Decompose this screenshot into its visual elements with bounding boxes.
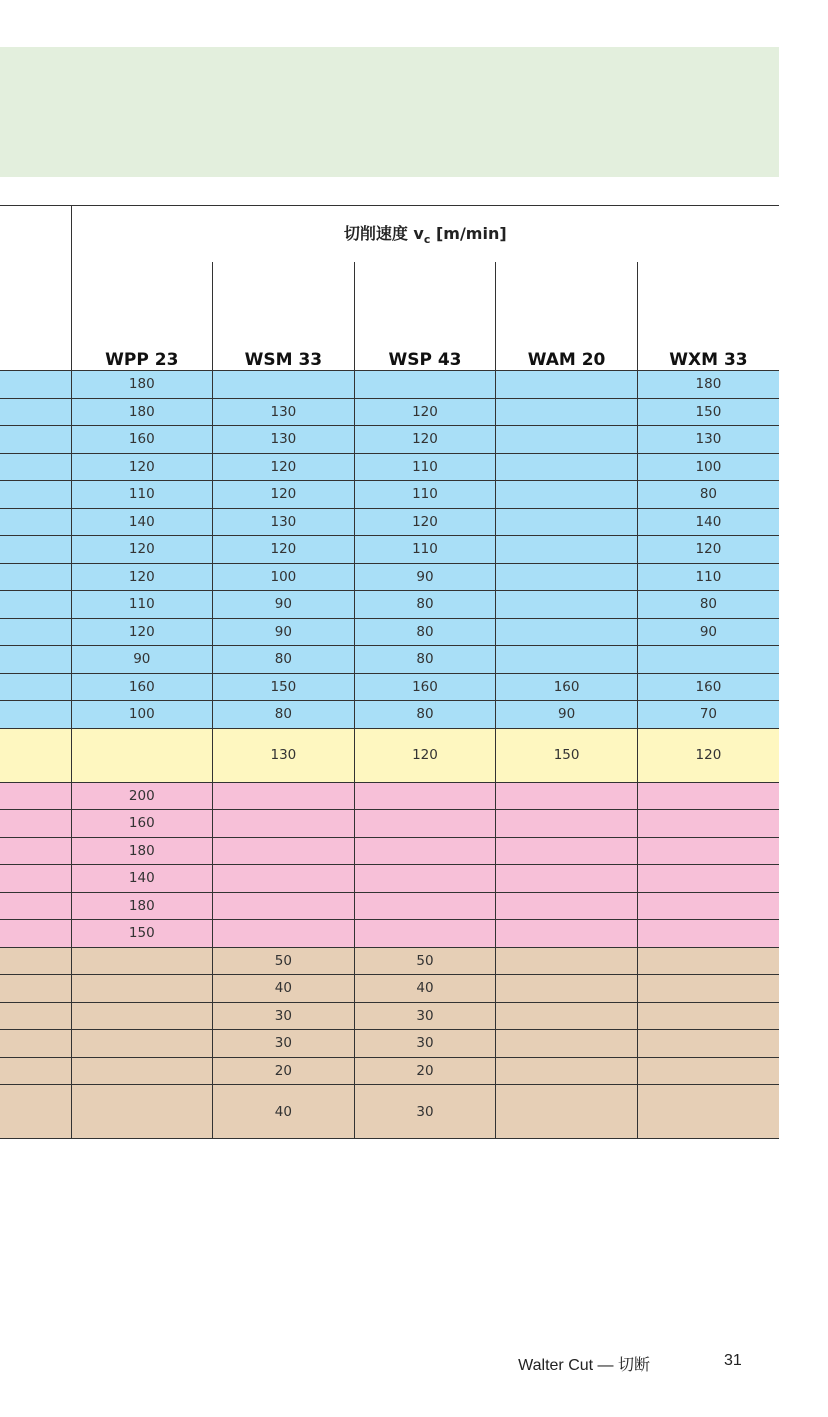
speed-cell [496, 481, 638, 509]
speed-cell: 90 [71, 646, 213, 674]
speed-cell [213, 865, 355, 893]
row-lead-cell [0, 865, 71, 893]
speed-cell: 140 [637, 508, 779, 536]
speed-cell [213, 782, 355, 810]
table-row [0, 837, 779, 865]
speed-cell [71, 1085, 213, 1139]
speed-cell [71, 947, 213, 975]
speed-cell [637, 810, 779, 838]
speed-cell [637, 920, 779, 948]
row-lead-cell [0, 728, 71, 782]
speed-cell [496, 1002, 638, 1030]
speed-cell [496, 426, 638, 454]
speed-cell: 120 [71, 536, 213, 564]
speed-cell: 80 [637, 481, 779, 509]
speed-cell: 20 [213, 1057, 355, 1085]
row-lead-cell [0, 618, 71, 646]
speed-cell: 40 [213, 1085, 355, 1139]
speed-cell: 90 [637, 618, 779, 646]
speed-cell: 30 [213, 1002, 355, 1030]
table-row [0, 1057, 779, 1085]
table-row [0, 508, 779, 536]
speed-cell [496, 920, 638, 948]
row-lead-cell [0, 508, 71, 536]
speed-cell: 110 [354, 481, 496, 509]
table-row [0, 728, 779, 782]
speed-cell [496, 1030, 638, 1058]
table-row [0, 536, 779, 564]
speed-cell: 110 [354, 453, 496, 481]
speed-cell: 120 [213, 536, 355, 564]
speed-cell: 150 [71, 920, 213, 948]
speed-cell: 120 [71, 563, 213, 591]
speed-cell: 110 [637, 563, 779, 591]
speed-cell: 200 [71, 782, 213, 810]
speed-cell: 130 [637, 426, 779, 454]
row-lead-cell [0, 453, 71, 481]
speed-cell: 30 [213, 1030, 355, 1058]
row-lead-cell [0, 810, 71, 838]
speed-cell [496, 975, 638, 1003]
speed-cell [354, 920, 496, 948]
title-unit: [m/min] [430, 224, 507, 244]
speed-cell [213, 371, 355, 399]
speed-cell: 150 [637, 398, 779, 426]
speed-cell [496, 646, 638, 674]
speed-cell: 80 [637, 591, 779, 619]
speed-cell [496, 618, 638, 646]
row-lead-cell [0, 646, 71, 674]
row-lead-cell [0, 701, 71, 729]
title-subscript: c [423, 233, 431, 247]
table-row [0, 892, 779, 920]
speed-cell [354, 837, 496, 865]
speed-cell [71, 1002, 213, 1030]
speed-cell: 160 [71, 426, 213, 454]
speed-cell: 160 [637, 673, 779, 701]
speed-cell [213, 837, 355, 865]
speed-cell: 120 [637, 728, 779, 782]
speed-cell [496, 810, 638, 838]
table-title-row [0, 206, 779, 263]
speed-cell: 90 [213, 618, 355, 646]
row-lead-cell [0, 481, 71, 509]
cutting-speed-table [0, 205, 779, 1139]
speed-cell: 50 [354, 947, 496, 975]
speed-cell [637, 1057, 779, 1085]
speed-cell: 30 [354, 1030, 496, 1058]
speed-cell [637, 947, 779, 975]
speed-cell [637, 865, 779, 893]
row-lead-cell [0, 892, 71, 920]
table-row [0, 920, 779, 948]
speed-cell: 100 [71, 701, 213, 729]
speed-cell [354, 371, 496, 399]
table-row [0, 1085, 779, 1139]
row-lead-cell [0, 398, 71, 426]
speed-cell [496, 398, 638, 426]
table-row [0, 975, 779, 1003]
row-lead-cell [0, 1002, 71, 1030]
blank-header-cell [0, 206, 71, 263]
grade-header-wpp23: WPP 23 [71, 262, 213, 371]
row-lead-cell [0, 563, 71, 591]
speed-cell [637, 1085, 779, 1139]
speed-cell [496, 947, 638, 975]
speed-cell: 160 [496, 673, 638, 701]
table-row [0, 398, 779, 426]
speed-cell: 130 [213, 398, 355, 426]
speed-cell: 90 [213, 591, 355, 619]
row-lead-cell [0, 837, 71, 865]
speed-cell: 50 [213, 947, 355, 975]
speed-cell: 120 [637, 536, 779, 564]
speed-cell [637, 1030, 779, 1058]
speed-cell: 70 [637, 701, 779, 729]
title-text: 切削速度 v [343, 224, 424, 244]
speed-cell [213, 810, 355, 838]
speed-cell: 120 [71, 453, 213, 481]
row-lead-cell [0, 920, 71, 948]
speed-cell: 100 [213, 563, 355, 591]
row-lead-cell [0, 947, 71, 975]
speed-cell: 90 [496, 701, 638, 729]
speed-cell [637, 646, 779, 674]
grade-header-wsm33: WSM 33 [213, 262, 355, 371]
speed-cell: 80 [354, 618, 496, 646]
speed-cell: 150 [496, 728, 638, 782]
table-row [0, 701, 779, 729]
row-lead-cell [0, 975, 71, 1003]
speed-cell: 110 [354, 536, 496, 564]
speed-cell: 20 [354, 1057, 496, 1085]
grade-header-wsp43: WSP 43 [354, 262, 496, 371]
table-row [0, 865, 779, 893]
speed-cell: 100 [637, 453, 779, 481]
speed-cell [637, 1002, 779, 1030]
speed-cell [71, 975, 213, 1003]
row-lead-cell [0, 1085, 71, 1139]
speed-cell: 80 [213, 646, 355, 674]
blank-grade-cell [0, 262, 71, 371]
speed-cell [496, 1085, 638, 1139]
row-lead-cell [0, 782, 71, 810]
page-footer [0, 1352, 800, 1376]
speed-cell: 160 [71, 673, 213, 701]
speed-cell: 130 [213, 728, 355, 782]
table-row [0, 563, 779, 591]
table-row [0, 618, 779, 646]
speed-cell [496, 563, 638, 591]
table-row [0, 591, 779, 619]
speed-cell: 130 [213, 508, 355, 536]
speed-cell: 120 [71, 618, 213, 646]
table-row [0, 481, 779, 509]
speed-cell: 110 [71, 481, 213, 509]
row-lead-cell [0, 1030, 71, 1058]
speed-cell: 80 [354, 701, 496, 729]
speed-cell: 160 [71, 810, 213, 838]
row-lead-cell [0, 591, 71, 619]
speed-cell: 80 [354, 591, 496, 619]
speed-cell: 80 [354, 646, 496, 674]
speed-cell: 130 [213, 426, 355, 454]
row-lead-cell [0, 673, 71, 701]
speed-cell [496, 508, 638, 536]
speed-cell [496, 1057, 638, 1085]
speed-cell: 120 [213, 453, 355, 481]
speed-cell: 140 [71, 508, 213, 536]
cutting-speed-title [71, 206, 779, 263]
speed-cell [496, 837, 638, 865]
speed-cell [496, 453, 638, 481]
grade-header-wxm33: WXM 33 [637, 262, 779, 371]
green-header-band [0, 47, 779, 177]
speed-cell [496, 865, 638, 893]
speed-cell: 180 [637, 371, 779, 399]
speed-cell [496, 371, 638, 399]
speed-cell [213, 920, 355, 948]
speed-cell: 120 [213, 481, 355, 509]
table-row [0, 646, 779, 674]
speed-cell: 120 [354, 728, 496, 782]
speed-cell [71, 1030, 213, 1058]
speed-cell: 120 [354, 426, 496, 454]
speed-cell [496, 536, 638, 564]
grade-header-wam20: WAM 20 [496, 262, 638, 371]
speed-cell [71, 728, 213, 782]
row-lead-cell [0, 371, 71, 399]
speed-cell: 90 [354, 563, 496, 591]
speed-cell [213, 892, 355, 920]
speed-cell: 40 [213, 975, 355, 1003]
speed-cell [637, 892, 779, 920]
speed-cell [637, 975, 779, 1003]
speed-cell [637, 837, 779, 865]
table-row [0, 1002, 779, 1030]
speed-cell [496, 892, 638, 920]
speed-cell: 180 [71, 892, 213, 920]
speed-cell: 180 [71, 837, 213, 865]
page-number: 31 [724, 1352, 742, 1369]
speed-cell [354, 892, 496, 920]
speed-cell [71, 1057, 213, 1085]
speed-cell: 180 [71, 371, 213, 399]
speed-cell: 110 [71, 591, 213, 619]
table-row [0, 453, 779, 481]
speed-cell: 120 [354, 398, 496, 426]
row-lead-cell [0, 1057, 71, 1085]
table-row [0, 673, 779, 701]
speed-cell [637, 782, 779, 810]
table-row [0, 1030, 779, 1058]
table-row [0, 782, 779, 810]
row-lead-cell [0, 426, 71, 454]
table-row [0, 371, 779, 399]
speed-cell [354, 810, 496, 838]
grade-header-row [0, 262, 779, 371]
speed-cell: 120 [354, 508, 496, 536]
speed-cell: 30 [354, 1085, 496, 1139]
speed-cell: 180 [71, 398, 213, 426]
speed-cell [354, 782, 496, 810]
row-lead-cell [0, 536, 71, 564]
speed-cell [496, 782, 638, 810]
speed-cell: 160 [354, 673, 496, 701]
speed-cell [496, 591, 638, 619]
speed-cell: 30 [354, 1002, 496, 1030]
speed-cell: 150 [213, 673, 355, 701]
table-row [0, 810, 779, 838]
speed-cell: 40 [354, 975, 496, 1003]
speed-cell: 140 [71, 865, 213, 893]
footer-brand: Walter Cut — 切断 [518, 1357, 650, 1374]
table-row [0, 947, 779, 975]
speed-cell [354, 865, 496, 893]
table-row [0, 426, 779, 454]
speed-cell: 80 [213, 701, 355, 729]
